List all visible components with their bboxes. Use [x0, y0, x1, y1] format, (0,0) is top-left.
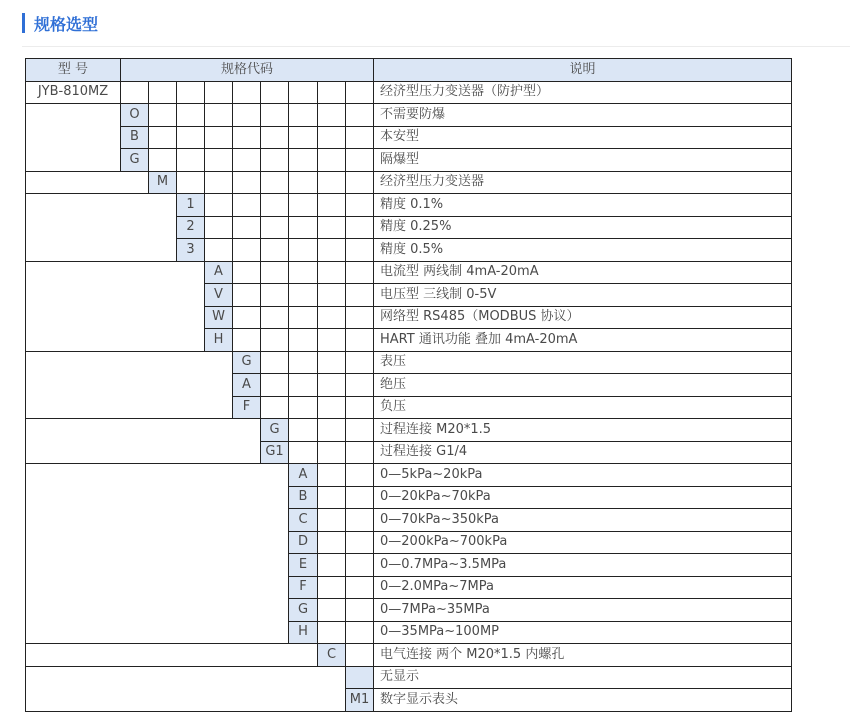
empty-code-cell — [318, 599, 346, 622]
empty-code-cell — [346, 194, 374, 217]
empty-code-cell — [346, 644, 374, 667]
blank-span-cell — [26, 464, 289, 644]
empty-code-cell — [289, 149, 318, 172]
pressure-type-desc: 绝压 — [374, 374, 792, 397]
empty-code-cell — [205, 194, 233, 217]
range-desc: 0—200kPa~700kPa — [374, 531, 792, 554]
empty-code-cell — [233, 216, 261, 239]
blank-span-cell — [26, 104, 121, 172]
empty-code-cell — [346, 306, 374, 329]
empty-code-cell — [346, 149, 374, 172]
pressure-type-code: F — [233, 396, 261, 419]
range-desc: 0—0.7MPa~3.5MPa — [374, 554, 792, 577]
empty-code-cell — [346, 351, 374, 374]
pressure-type-desc: 负压 — [374, 396, 792, 419]
empty-code-cell — [346, 441, 374, 464]
blank-span-cell — [26, 194, 177, 262]
empty-code-cell — [233, 171, 261, 194]
empty-code-cell — [233, 329, 261, 352]
blank-span-cell — [26, 171, 149, 194]
empty-code-cell — [346, 599, 374, 622]
table-row — [26, 261, 792, 284]
empty-code-cell — [318, 531, 346, 554]
empty-code-cell — [205, 126, 233, 149]
empty-code-cell — [289, 396, 318, 419]
accent-bar — [22, 13, 25, 33]
empty-code-cell — [261, 104, 289, 127]
empty-code-cell — [318, 621, 346, 644]
range-code: F — [289, 576, 318, 599]
empty-code-cell — [318, 374, 346, 397]
empty-code-cell — [346, 329, 374, 352]
output-desc: HART 通讯功能 叠加 4mA-20mA — [374, 329, 792, 352]
empty-code-cell — [318, 306, 346, 329]
empty-code-cell — [346, 396, 374, 419]
empty-code-cell — [261, 396, 289, 419]
process-connection-code: G1 — [261, 441, 289, 464]
output-code: H — [205, 329, 233, 352]
empty-code-cell — [289, 261, 318, 284]
range-desc: 0—20kPa~70kPa — [374, 486, 792, 509]
range-desc: 0—7MPa~35MPa — [374, 599, 792, 622]
empty-code-cell — [289, 441, 318, 464]
empty-code-cell — [346, 216, 374, 239]
empty-code-cell — [261, 149, 289, 172]
empty-code-cell — [261, 81, 289, 104]
code-header: 规格代码 — [121, 59, 374, 82]
empty-code-cell — [261, 171, 289, 194]
empty-code-cell — [346, 239, 374, 262]
blank-span-cell — [26, 261, 205, 351]
range-desc: 0—70kPa~350kPa — [374, 509, 792, 532]
empty-code-cell — [346, 576, 374, 599]
empty-code-cell — [205, 171, 233, 194]
empty-code-cell — [205, 81, 233, 104]
range-code: G — [289, 599, 318, 622]
table-row — [26, 104, 792, 127]
table-row — [26, 644, 792, 667]
range-code: A — [289, 464, 318, 487]
empty-code-cell — [318, 261, 346, 284]
range-code: E — [289, 554, 318, 577]
empty-code-cell — [261, 374, 289, 397]
empty-code-cell — [346, 261, 374, 284]
empty-code-cell — [346, 486, 374, 509]
empty-code-cell — [318, 486, 346, 509]
empty-code-cell — [318, 171, 346, 194]
empty-code-cell — [205, 104, 233, 127]
empty-code-cell — [149, 81, 177, 104]
range-code: D — [289, 531, 318, 554]
empty-code-cell — [261, 329, 289, 352]
empty-code-cell — [205, 149, 233, 172]
empty-code-cell — [289, 171, 318, 194]
section-title: 规格选型 — [34, 14, 99, 34]
pressure-type-code: G — [233, 351, 261, 374]
empty-code-cell — [233, 104, 261, 127]
pressure-type-desc: 表压 — [374, 351, 792, 374]
empty-code-cell — [261, 351, 289, 374]
empty-code-cell — [149, 104, 177, 127]
empty-code-cell — [289, 216, 318, 239]
empty-code-cell — [318, 194, 346, 217]
empty-code-cell — [318, 509, 346, 532]
display-code — [346, 666, 374, 689]
empty-code-cell — [233, 194, 261, 217]
table-row — [26, 351, 792, 374]
empty-code-cell — [289, 329, 318, 352]
empty-code-cell — [318, 329, 346, 352]
output-desc: 电流型 两线制 4mA-20mA — [374, 261, 792, 284]
empty-code-cell — [318, 554, 346, 577]
empty-code-cell — [318, 576, 346, 599]
table-header-row — [26, 59, 792, 82]
empty-code-cell — [289, 239, 318, 262]
pressure-type-code: A — [233, 374, 261, 397]
empty-code-cell — [346, 284, 374, 307]
empty-code-cell — [233, 126, 261, 149]
range-code: B — [289, 486, 318, 509]
empty-code-cell — [233, 306, 261, 329]
type-code: M — [149, 171, 177, 194]
empty-code-cell — [318, 284, 346, 307]
section-divider — [22, 46, 850, 47]
process-connection-desc: 过程连接 G1/4 — [374, 441, 792, 464]
accuracy-desc: 精度 0.1% — [374, 194, 792, 217]
empty-code-cell — [346, 126, 374, 149]
empty-code-cell — [233, 261, 261, 284]
accuracy-code: 2 — [177, 216, 205, 239]
empty-code-cell — [233, 81, 261, 104]
empty-code-cell — [289, 194, 318, 217]
table-row — [26, 666, 792, 689]
model-desc: 经济型压力变送器（防护型） — [374, 81, 792, 104]
empty-code-cell — [346, 464, 374, 487]
empty-code-cell — [177, 81, 205, 104]
empty-code-cell — [233, 284, 261, 307]
empty-code-cell — [261, 261, 289, 284]
blank-span-cell — [26, 419, 261, 464]
empty-code-cell — [318, 149, 346, 172]
display-desc: 无显示 — [374, 666, 792, 689]
empty-code-cell — [205, 216, 233, 239]
empty-code-cell — [318, 441, 346, 464]
empty-code-cell — [149, 149, 177, 172]
table-row — [26, 194, 792, 217]
model-row — [26, 81, 792, 104]
empty-code-cell — [121, 81, 149, 104]
range-code: C — [289, 509, 318, 532]
explosion-desc: 不需要防爆 — [374, 104, 792, 127]
spec-table — [25, 58, 792, 712]
table-row — [26, 149, 792, 172]
empty-code-cell — [318, 216, 346, 239]
section-header — [22, 12, 98, 34]
empty-code-cell — [346, 104, 374, 127]
empty-code-cell — [318, 239, 346, 262]
explosion-code: B — [121, 126, 149, 149]
accuracy-code: 1 — [177, 194, 205, 217]
model-header: 型 号 — [26, 59, 121, 82]
empty-code-cell — [346, 531, 374, 554]
empty-code-cell — [289, 374, 318, 397]
table-row — [26, 464, 792, 487]
empty-code-cell — [346, 374, 374, 397]
empty-code-cell — [346, 81, 374, 104]
empty-code-cell — [346, 621, 374, 644]
empty-code-cell — [289, 81, 318, 104]
process-connection-code: G — [261, 419, 289, 442]
accuracy-desc: 精度 0.5% — [374, 239, 792, 262]
empty-code-cell — [261, 306, 289, 329]
blank-span-cell — [26, 666, 346, 711]
empty-code-cell — [261, 239, 289, 262]
output-code: V — [205, 284, 233, 307]
display-code: M1 — [346, 689, 374, 712]
empty-code-cell — [318, 351, 346, 374]
empty-code-cell — [346, 554, 374, 577]
empty-code-cell — [318, 464, 346, 487]
empty-code-cell — [318, 81, 346, 104]
electrical-connection-code: C — [318, 644, 346, 667]
empty-code-cell — [318, 419, 346, 442]
empty-code-cell — [289, 126, 318, 149]
empty-code-cell — [318, 396, 346, 419]
empty-code-cell — [289, 306, 318, 329]
empty-code-cell — [233, 149, 261, 172]
table-row — [26, 171, 792, 194]
empty-code-cell — [318, 126, 346, 149]
output-desc: 电压型 三线制 0-5V — [374, 284, 792, 307]
empty-code-cell — [261, 284, 289, 307]
empty-code-cell — [261, 126, 289, 149]
type-desc: 经济型压力变送器 — [374, 171, 792, 194]
desc-header: 说明 — [374, 59, 792, 82]
empty-code-cell — [346, 171, 374, 194]
empty-code-cell — [177, 104, 205, 127]
table-row — [26, 419, 792, 442]
accuracy-desc: 精度 0.25% — [374, 216, 792, 239]
explosion-desc: 本安型 — [374, 126, 792, 149]
blank-span-cell — [26, 351, 233, 419]
range-desc: 0—2.0MPa~7MPa — [374, 576, 792, 599]
empty-code-cell — [289, 351, 318, 374]
empty-code-cell — [289, 104, 318, 127]
empty-code-cell — [149, 126, 177, 149]
empty-code-cell — [346, 419, 374, 442]
output-code: A — [205, 261, 233, 284]
empty-code-cell — [233, 239, 261, 262]
output-code: W — [205, 306, 233, 329]
accuracy-code: 3 — [177, 239, 205, 262]
range-desc: 0—35MPa~100MP — [374, 621, 792, 644]
empty-code-cell — [289, 419, 318, 442]
empty-code-cell — [177, 149, 205, 172]
output-desc: 网络型 RS485（MODBUS 协议） — [374, 306, 792, 329]
empty-code-cell — [205, 239, 233, 262]
empty-code-cell — [177, 126, 205, 149]
explosion-code: G — [121, 149, 149, 172]
explosion-code: O — [121, 104, 149, 127]
display-desc: 数字显示表头 — [374, 689, 792, 712]
explosion-desc: 隔爆型 — [374, 149, 792, 172]
model-cell: JYB-810MZ — [26, 81, 121, 104]
electrical-connection-desc: 电气连接 两个 M20*1.5 内螺孔 — [374, 644, 792, 667]
range-desc: 0—5kPa~20kPa — [374, 464, 792, 487]
empty-code-cell — [289, 284, 318, 307]
empty-code-cell — [318, 104, 346, 127]
empty-code-cell — [261, 194, 289, 217]
blank-span-cell — [26, 644, 318, 667]
range-code: H — [289, 621, 318, 644]
process-connection-desc: 过程连接 M20*1.5 — [374, 419, 792, 442]
empty-code-cell — [346, 509, 374, 532]
empty-code-cell — [261, 216, 289, 239]
table-row — [26, 126, 792, 149]
empty-code-cell — [177, 171, 205, 194]
